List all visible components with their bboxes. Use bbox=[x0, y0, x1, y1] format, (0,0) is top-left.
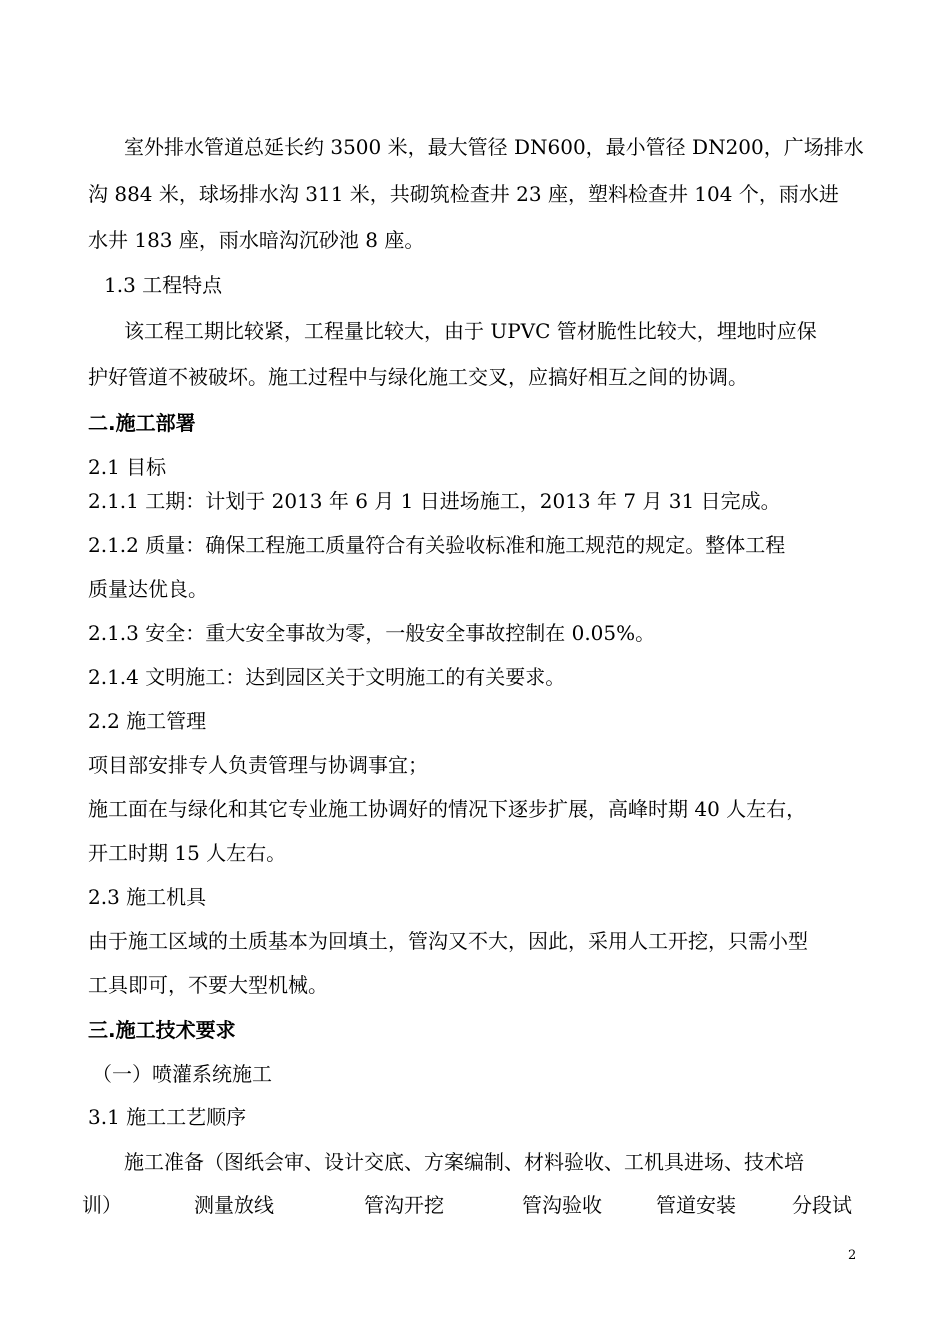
paragraph-line: 由于施工区域的土质基本为回填土，管沟又不大，因此，采用人工开挖，只需小型 bbox=[88, 929, 808, 953]
paragraph-line: 工具即可，不要大型机械。 bbox=[88, 973, 328, 997]
flow-step: 训） bbox=[82, 1193, 122, 1217]
item-2-1-4: 2.1.4 文明施工：达到园区关于文明施工的有关要求。 bbox=[88, 665, 566, 689]
chapter-heading-2: 二.施工部署 bbox=[88, 411, 196, 435]
section-heading-3-1: 3.1 施工工艺顺序 bbox=[88, 1105, 247, 1129]
item-2-1-1: 2.1.1 工期：计划于 2013 年 6 月 1 日进场施工，2013 年 7 月 31 日完成。 bbox=[88, 489, 781, 513]
paragraph-line: 水井 183 座，雨水暗沟沉砂池 8 座。 bbox=[88, 228, 425, 252]
flow-step: 测量放线 bbox=[194, 1193, 274, 1217]
paragraph-line: 沟 884 米，球场排水沟 311 米，共砌筑检查井 23 座，塑料检查井 104 个，雨水进 bbox=[88, 182, 839, 206]
section-heading-2-3: 2.3 施工机具 bbox=[88, 885, 207, 909]
item-2-1-3: 2.1.3 安全：重大安全事故为零，一般安全事故控制在 0.05%。 bbox=[88, 621, 656, 645]
section-heading-2-2: 2.2 施工管理 bbox=[88, 709, 207, 733]
paragraph-line: 该工程工期比较紧，工程量比较大，由于 UPVC 管材脆性比较大，埋地时应保 bbox=[124, 319, 817, 343]
paragraph-line: 施工准备（图纸会审、设计交底、方案编制、材料验收、工机具进场、技术培 bbox=[124, 1150, 804, 1174]
flow-step: 管沟验收 bbox=[522, 1193, 602, 1217]
section-heading-2-1: 2.1 目标 bbox=[88, 455, 167, 479]
paragraph-line: 护好管道不被破坏。施工过程中与绿化施工交叉，应搞好相互之间的协调。 bbox=[88, 365, 748, 389]
paragraph-line: 开工时期 15 人左右。 bbox=[88, 841, 287, 865]
flow-step: 管沟开挖 bbox=[364, 1193, 444, 1217]
paragraph-line: 室外排水管道总延长约 3500 米，最大管径 DN600，最小管径 DN200，广场排水 bbox=[124, 135, 864, 159]
paragraph-line: 项目部安排专人负责管理与协调事宜； bbox=[88, 753, 428, 777]
section-heading-1-3: 1.3 工程特点 bbox=[104, 273, 223, 297]
item-2-1-2-cont: 质量达优良。 bbox=[88, 577, 208, 601]
subsection-heading: （一）喷灌系统施工 bbox=[92, 1062, 272, 1086]
page-number: 2 bbox=[848, 1248, 857, 1263]
item-2-1-2: 2.1.2 质量：确保工程施工质量符合有关验收标准和施工规范的规定。整体工程 bbox=[88, 533, 786, 557]
process-flow-row bbox=[82, 1192, 862, 1220]
paragraph-line: 施工面在与绿化和其它专业施工协调好的情况下逐步扩展，高峰时期 40 人左右， bbox=[88, 797, 807, 821]
flow-step: 分段试 bbox=[792, 1193, 852, 1217]
chapter-heading-3: 三.施工技术要求 bbox=[88, 1018, 236, 1042]
flow-step: 管道安装 bbox=[656, 1193, 736, 1217]
